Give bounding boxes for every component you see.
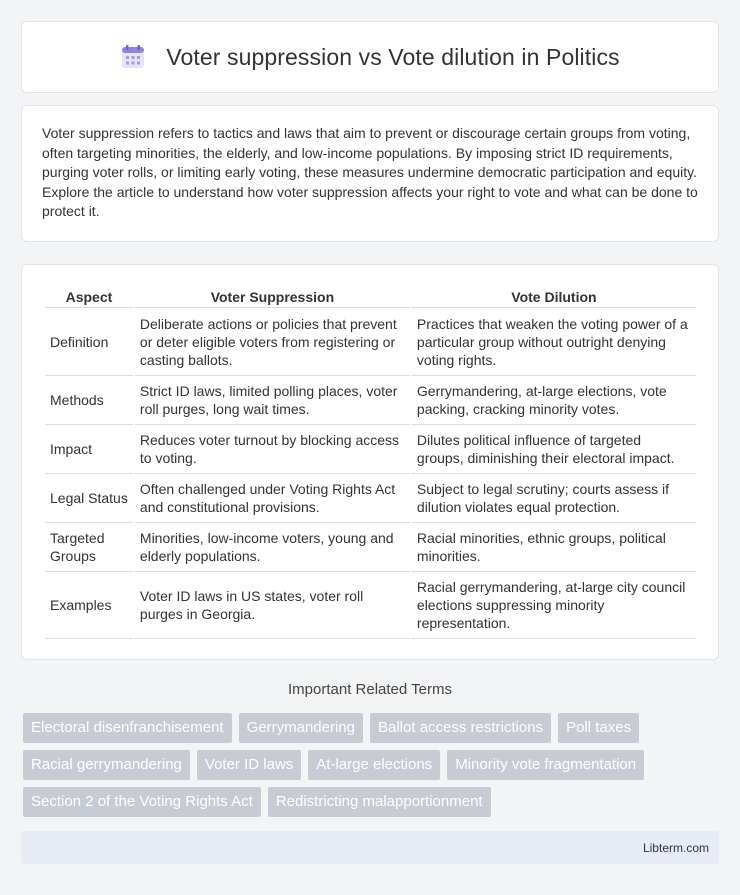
comparison-table xyxy=(43,286,698,639)
row-voter-suppression: Deliberate actions or policies that prevent or deter eligible voters from registering or casting ballots. xyxy=(135,308,410,376)
intro-card xyxy=(21,105,719,242)
comparison-card xyxy=(21,264,719,660)
table-header-row xyxy=(45,286,696,308)
row-vote-dilution: Dilutes political influence of targeted groups, diminishing their electoral impact. xyxy=(412,425,696,474)
row-voter-suppression: Voter ID laws in US states, voter roll purges in Georgia. xyxy=(135,572,410,639)
related-terms-list xyxy=(23,713,723,824)
page-title: Voter suppression vs Vote dilution in Politics xyxy=(166,43,620,70)
related-term-tag[interactable]: Poll taxes xyxy=(558,713,639,743)
row-voter-suppression: Strict ID laws, limited polling places, voter roll purges, long wait times. xyxy=(135,376,410,425)
row-aspect: Examples xyxy=(45,572,133,639)
footer xyxy=(21,831,719,864)
table-row xyxy=(45,425,696,474)
table-row xyxy=(45,572,696,639)
related-term-tag[interactable]: Minority vote fragmentation xyxy=(447,750,644,780)
row-aspect: Definition xyxy=(45,308,133,376)
calendar-icon xyxy=(120,44,146,70)
row-vote-dilution: Gerrymandering, at-large elections, vote packing, cracking minority votes. xyxy=(412,376,696,425)
related-terms-title: Important Related Terms xyxy=(288,681,452,698)
row-aspect: Methods xyxy=(45,376,133,425)
related-term-tag[interactable]: Section 2 of the Voting Rights Act xyxy=(23,787,261,817)
row-voter-suppression: Often challenged under Voting Rights Act and constitutional provisions. xyxy=(135,474,410,523)
row-vote-dilution: Racial gerrymandering, at-large city council elections suppressing minority representation. xyxy=(412,572,696,639)
row-vote-dilution: Subject to legal scrutiny; courts assess if dilution violates equal protection. xyxy=(412,474,696,523)
related-term-tag[interactable]: Gerrymandering xyxy=(239,713,363,743)
related-term-tag[interactable]: Redistricting malapportionment xyxy=(268,787,491,817)
table-row xyxy=(45,474,696,523)
header-vote-dilution: Vote Dilution xyxy=(412,286,696,308)
intro-text: Voter suppression refers to tactics and laws that aim to prevent or discourage certain groups from voting, often targeting minorities, the elderly, and low-income populations. By imposing strict ID requirements, purging voter rolls, or limiting early voting, these measures undermine democratic participation and equity. Explore the article to understand how voter suppression affects your right to vote and what can be done to protect it. xyxy=(42,125,698,219)
row-vote-dilution: Racial minorities, ethnic groups, political minorities. xyxy=(412,523,696,572)
title-wrap xyxy=(120,44,619,71)
table-row xyxy=(45,308,696,376)
row-voter-suppression: Reduces voter turnout by blocking access to voting. xyxy=(135,425,410,474)
row-voter-suppression: Minorities, low-income voters, young and elderly populations. xyxy=(135,523,410,572)
table-row xyxy=(45,523,696,572)
related-term-tag[interactable]: Electoral disenfranchisement xyxy=(23,713,232,743)
related-term-tag[interactable]: Racial gerrymandering xyxy=(23,750,190,780)
title-card xyxy=(21,21,719,93)
header-aspect: Aspect xyxy=(45,286,133,308)
row-vote-dilution: Practices that weaken the voting power of a particular group without outright denying voting rights. xyxy=(412,308,696,376)
row-aspect: Legal Status xyxy=(45,474,133,523)
table-row xyxy=(45,376,696,425)
header-voter-suppression: Voter Suppression xyxy=(135,286,410,308)
row-aspect: Impact xyxy=(45,425,133,474)
related-term-tag[interactable]: Voter ID laws xyxy=(197,750,301,780)
footer-brand-link[interactable]: Libterm.com xyxy=(642,840,709,855)
row-aspect: Targeted Groups xyxy=(45,523,133,572)
related-term-tag[interactable]: At-large elections xyxy=(308,750,440,780)
related-term-tag[interactable]: Ballot access restrictions xyxy=(370,713,551,743)
